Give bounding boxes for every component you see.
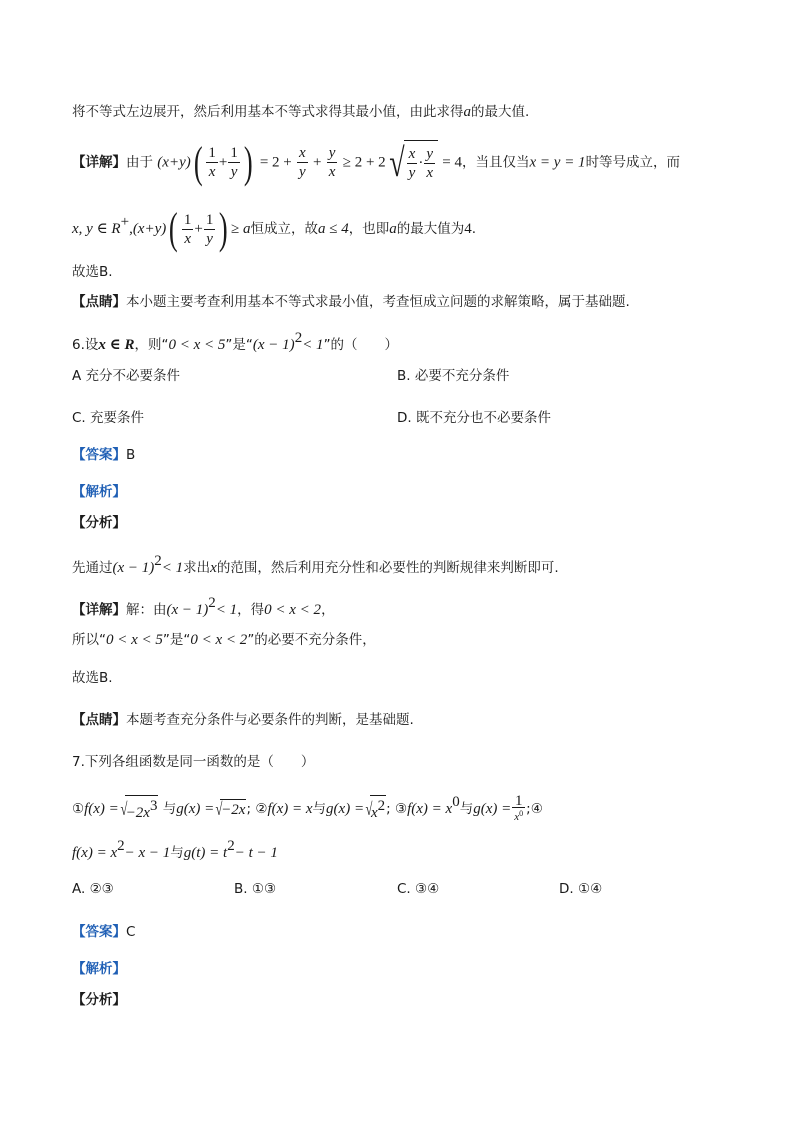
detail-label: 【详解】 — [72, 154, 126, 171]
sqrt-expr: √ $\frac{x}{y}$ · $\frac{y}{x}$ — [386, 140, 438, 185]
option-c: C. ③④ — [397, 881, 440, 897]
detail-line-5b: x, y ∈ R+,(x+y)( $\frac{1}{x}$ + $\frac{1}{y}$ ) ≥ a恒成立，故a ≤ 4，也即a的最大值为4. — [72, 204, 477, 253]
right-paren: ) — [243, 137, 253, 187]
question-6: 6.设x ∈ R，则“0 < x < 5”是“$(x - 1)^2< 1$”的（ ） — [72, 330, 399, 353]
answer-label: 【答案】 — [72, 924, 126, 940]
expr-ge: ≥ 2 + 2 — [342, 154, 386, 171]
option-b: B. 必要不充分条件 — [397, 368, 510, 384]
dianjing-text: 本题考查充分条件与必要条件的判断，是基础题. — [126, 712, 414, 728]
answer-value: C — [126, 924, 136, 940]
fenxi-6: 【分析】 — [72, 515, 126, 531]
text: 由于 — [126, 154, 153, 171]
option-a: A 充分不必要条件 — [72, 368, 181, 384]
dianjing-6 — [72, 710, 414, 730]
so-6: 所以“0 < x < 5”是“0 < x < 2”的必要不充分条件， — [72, 632, 376, 648]
text: 时等号成立，而 — [585, 154, 681, 171]
text: 的最大值为 — [396, 221, 465, 237]
expr-cond1: 0 < x < 5 — [168, 337, 226, 353]
jiexi-7: 【解析】 — [72, 961, 126, 977]
answer-7 — [72, 922, 135, 942]
question-number: 6.设 — [72, 337, 99, 353]
detail-label: 【详解】 — [72, 602, 126, 618]
option-a: A. ②③ — [72, 881, 114, 897]
option-b: B. ①③ — [234, 881, 277, 897]
question-7-choices-b: $f(x) = x^2- x - 1$与$g(t) = t^2- t - 1$ — [72, 838, 278, 861]
text: 恒成立，故 — [250, 221, 319, 237]
answer-6 — [72, 445, 135, 465]
dianjing-label: 【点睛】 — [72, 294, 126, 310]
text: ，当且仅当 — [462, 154, 530, 171]
question-7: 7.下列各组函数是同一函数的是（ ） — [72, 754, 315, 770]
expr-cond2: (x − 1) — [252, 337, 295, 353]
plus-sign: + — [218, 154, 228, 171]
fenxi-6-text: 先通过$(x - 1)^2< 1$求出x的范围，然后利用充分性和必要性的判断规律来判断即可. — [72, 553, 559, 576]
left-paren: ( — [193, 137, 203, 187]
expr-eq: = 2 + — [259, 154, 292, 171]
plus-sign: + — [313, 154, 322, 171]
detail-6: 【详解】解：由$(x - 1)^2< 1$，得0 < x < 2， — [72, 595, 335, 618]
text: 的最大值. — [471, 104, 530, 120]
expr-le4: a ≤ 4 — [318, 221, 349, 237]
dianjing-5 — [72, 292, 630, 312]
answer-value: B — [126, 447, 136, 463]
expr-ge-a: ≥ a — [231, 221, 251, 237]
question-7-choices-a: ①f(x) $=√-2x^3$ 与g(x) =√−2x; ②f(x) = x与$g(x) =√x^2$; ③f(x) = $x^0$与g(x) = $\frac{1}{x^0}$ ;④ — [72, 793, 543, 823]
expr-cond: x = y = 1 — [529, 154, 586, 171]
analysis-text-5 — [72, 102, 529, 122]
detail-line-5a — [72, 137, 681, 187]
fenxi-7: 【分析】 — [72, 992, 126, 1008]
answer-label: 【答案】 — [72, 447, 126, 463]
select-line-5: 故选B. — [72, 264, 113, 280]
option-c: C. 充要条件 — [72, 410, 145, 426]
dianjing-label: 【点睛】 — [72, 712, 126, 728]
expr-xR: x ∈ R — [98, 337, 135, 353]
jiexi-6: 【解析】 — [72, 484, 126, 500]
expr-set: x, y ∈ R — [72, 221, 121, 237]
var-a: a — [389, 221, 397, 237]
expr-xy: (x+y) — [157, 154, 191, 171]
option-d: D. ①④ — [559, 881, 603, 897]
option-d: D. 既不充分也不必要条件 — [397, 410, 551, 426]
text: ，也即 — [348, 221, 390, 237]
frac-1-y: $\frac{1}{y}$ — [230, 145, 238, 180]
dianjing-text: 本小题主要考查利用基本不等式求最小值，考查恒成立问题的求解策略，属于基础题. — [126, 294, 630, 310]
frac-y-x: $\frac{y}{x}$ — [328, 145, 336, 180]
expr-eq4: = 4 — [442, 154, 462, 171]
var-a: a — [463, 104, 471, 120]
expr-xy: (x+y) — [132, 221, 167, 237]
select-line-6: 故选B. — [72, 670, 113, 686]
frac-x-y: $\frac{x}{y}$ — [299, 145, 306, 180]
text: 将不等式左边展开，然后利用基本不等式求得其最小值，由此求得 — [72, 104, 464, 120]
frac-1-x: $\frac{1}{x}$ — [208, 145, 216, 180]
